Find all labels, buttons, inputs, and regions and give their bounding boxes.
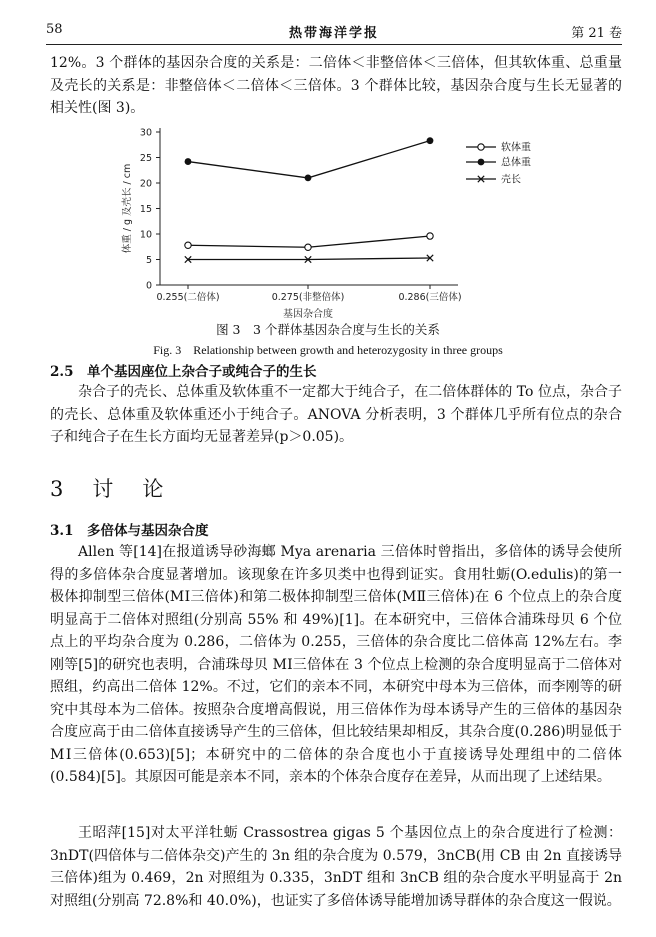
paragraph-results-summary: 12%。3 个群体的基因杂合度的关系是：二倍体＜非整倍体＜三倍体，但其软体重、总重量及壳长的关系是：非整倍体＜二倍体＜三倍体。3 个群体比较，基因杂合度与生长无显著的相关性(图 3)。 [50, 55, 622, 116]
x-axis-title: 基因杂合度 [283, 309, 333, 320]
y-axis-title: 体重 / g 及壳长 / cm [122, 163, 133, 254]
page-number: 58 [46, 22, 63, 37]
x-tick-label: 0.286(三倍体) [398, 292, 462, 303]
y-tick-label: 0 [145, 280, 152, 292]
journal-title: 热带海洋学报 [288, 26, 379, 41]
series-0-legend-marker [478, 144, 484, 150]
section-3-1-heading: 3.1 多倍体与基因杂合度 [50, 523, 209, 539]
series-0-point [185, 242, 191, 248]
y-tick-label: 20 [139, 178, 152, 190]
series-0-point [305, 244, 311, 250]
header-rule [46, 44, 622, 45]
series-2-legend-label: 壳长 [501, 174, 521, 186]
section-2-5-text: 杂合子的壳长、总体重及软体重不一定都大于纯合子，在二倍体群体的 To 位点，杂合子的壳长、总体重及软体重还小于纯合子。ANOVA 分析表明，3 个群体几乎所有位点的杂合子和纯合子在生长方面均无显著差异(p＞0.05)。 [50, 384, 622, 445]
y-tick-label: 15 [139, 204, 152, 215]
series-1-legend-marker [478, 159, 485, 166]
y-tick-label: 30 [139, 127, 152, 139]
series-1-line [188, 141, 430, 178]
figure-3-chart [118, 122, 568, 322]
y-tick-label: 5 [145, 255, 152, 266]
section-3-1-paragraph-1: Allen 等[14]在报道诱导砂海螂 Mya arenaria 三倍体时曾指出，多倍体的诱导会使所得的多倍体杂合度显著增加。该现象在许多贝类中也得到证实。食用牡蛎(O.edulis)的第一极体抑制型三倍体(MⅠ三倍体)和第二极体抑制型三倍体(MⅡ三倍体)在 6 个位点上的杂合度明显高于二倍体对照组(分别高 55% 和 49%)[1]。在本研究中，三倍体合浦珠母贝 6 个位点上的平均杂合度为 0.286，二倍体为 0.255，三倍体的杂合度比二倍体高 12%左右。李刚等[5]的研究也表明，合浦珠母贝 MⅠ三倍体在 3 个位点上检测的杂合度明显高于二倍体对照组，约高出二倍体 12%。不过，它们的亲本不同，本研究中母本为三倍体，而李刚等的研究中其母本为二倍体。按照杂合度增高假说，用三倍体作为母本诱导产生的三倍体的基因杂合度应高于由二倍体直接诱导产生的三倍体，但比较结果却相反，其杂合度(0.286)明显低于 MⅠ三倍体(0.653)[5]；本研究中的二倍体的杂合度也小于直接诱导处理组中的二倍体(0.584)[5]。其原因可能是亲本不同，亲本的个体杂合度存在差异，从而出现了上述结果。 [50, 544, 622, 785]
series-1-point [305, 175, 312, 182]
section-3-heading: 3 讨 论 [50, 477, 168, 501]
section-3-1-paragraph-2: 王昭萍[15]对太平洋牡蛎 Crassostrea gigas 5 个基因位点上的杂合度进行了检测：3nDT(四倍体与二倍体杂交)产生的 3n 组的杂合度为 0.579，3nCB(用 CB 由 2n 直接诱导三倍体)组为 0.469，2n 对照组为 0.335，3nDT 组和 3nCB 组的杂合度水平明显高于 2n 对照组(分别高 72.8%和 40.0%)，也证实了多倍体诱导能增加诱导群体的杂合度这一假说。 [50, 825, 622, 909]
series-1-point [427, 137, 434, 144]
series-1-legend-label: 总体重 [501, 157, 531, 169]
series-0-point [427, 233, 433, 239]
series-1-point [185, 158, 192, 165]
x-tick-label: 0.255(二倍体) [156, 292, 220, 303]
volume-label: 第 21 卷 [571, 26, 622, 41]
figure-caption-cn: 图 3 3 个群体基因杂合度与生长的关系 [216, 322, 440, 337]
running-header [46, 22, 622, 42]
y-tick-label: 25 [139, 153, 152, 164]
section-2-5-heading: 2.5 单个基因座位上杂合子或纯合子的生长 [50, 364, 317, 380]
series-0-legend-label: 软体重 [501, 142, 531, 154]
y-tick-label: 10 [139, 229, 152, 241]
x-tick-label: 0.275(非整倍体) [271, 292, 345, 303]
figure-caption-en: Fig. 3 Relationship between growth and heterozygosity in three groups [153, 343, 503, 357]
